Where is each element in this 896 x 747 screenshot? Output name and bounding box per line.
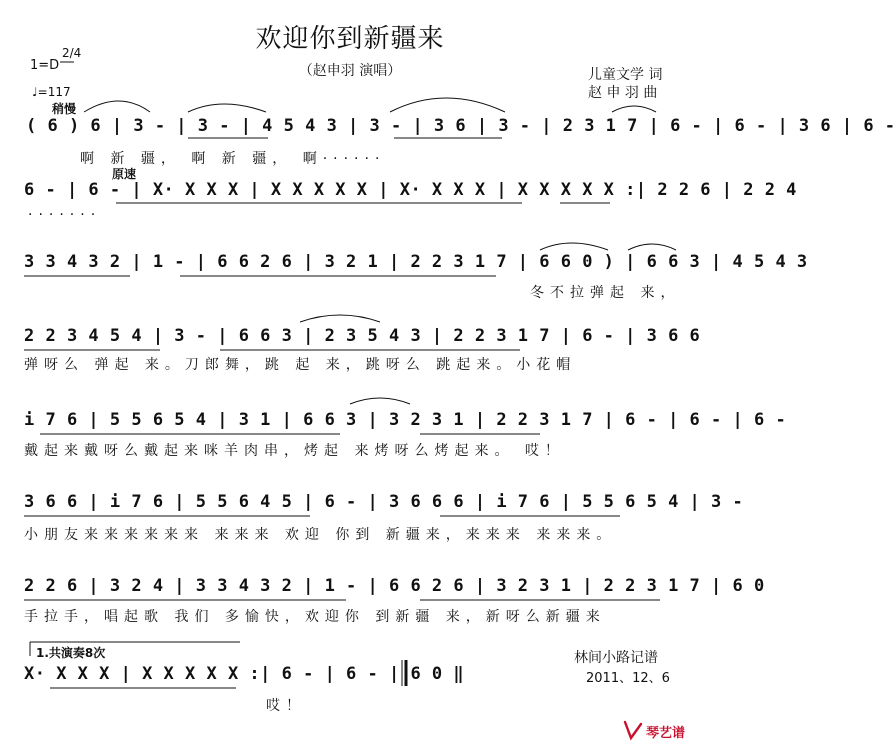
- lyrics-line-4: 弹呀么 弹起 来。刀郎舞，跳 起 来，跳呀么 跳起来。小花帽: [24, 357, 577, 373]
- slow-marking: 稍慢: [52, 102, 77, 116]
- score-line-2: 6 - | 6 - | X· X X X | X X X X X | X· X X X | X X X X X :| 2 2 6 | 2 2 4: [24, 180, 797, 200]
- composer-credit: 赵 申 羽 曲: [588, 85, 658, 101]
- lyrics-line-7: 手拉手，唱起歌 我们 多愉快，欢迎你 到新疆 来，新呀么新疆来: [24, 609, 606, 625]
- transcriber-credit: 林间小路记谱: [574, 650, 658, 666]
- site-logo: [622, 719, 694, 741]
- score-line-3: 3 3 4 3 2 | 1 - | 6 6 2 6 | 3 2 1 | 2 2 3 1 7 | 6 6 0 ) | 6 6 3 | 4 5 4 3: [24, 252, 808, 272]
- lyrics-line-8: 哎！: [266, 698, 306, 714]
- song-title: 欢迎你到新疆来: [255, 24, 445, 54]
- time-signature: 2/4: [62, 46, 82, 60]
- score-line-8: X· X X X | X X X X X :| 6 - | 6 - | 6 0 ‖: [24, 664, 465, 684]
- transcription-date: 2011、12、6: [586, 671, 670, 686]
- score-line-6: 3 6 6 | i 7 6 | 5 5 6 4 5 | 6 - | 3 6 6 6 | i 7 6 | 5 5 6 5 4 | 3 -: [24, 492, 744, 512]
- logo-mark-icon: [622, 719, 644, 741]
- tempo-marking: ♩=117: [32, 85, 71, 99]
- score-line-5: i 7 6 | 5 5 6 5 4 | 3 1 | 6 6 3 | 3 2 3 1 | 2 2 3 1 7 | 6 - | 6 - | 6 -: [24, 410, 787, 430]
- lyricist-credit: 儿童文学 词: [588, 67, 663, 83]
- score-line-4: 2 2 3 4 5 4 | 3 - | 6 6 3 | 2 3 5 4 3 | 2 2 3 1 7 | 6 - | 3 6 6: [24, 326, 701, 346]
- repeat-marking: 1.共演奏8次: [36, 646, 106, 660]
- score-line-1: ( 6 ) 6 | 3 - | 3 - | 4 5 4 3 | 3 - | 3 6 | 3 - | 2 3 1 7 | 6 - | 6 - | 3 6 | 6 -: [26, 116, 896, 136]
- lyrics-line-3: 冬不拉弹起 来，: [530, 285, 681, 301]
- score-line-7: 2 2 6 | 3 2 4 | 3 3 4 3 2 | 1 - | 6 6 2 6 | 3 2 3 1 | 2 2 3 1 7 | 6 0: [24, 576, 765, 596]
- logo-wordmark: 琴艺谱: [646, 726, 686, 741]
- performer-credit: （赵申羽 演唱）: [298, 63, 402, 79]
- lyrics-line-6: 小朋友来来来来来来 来来来 欢迎 你到 新疆来，来来来 来来来。: [24, 527, 617, 543]
- lyrics-line-5: 戴起来戴呀么戴起来咪羊肉串，烤起 来烤呀么烤起来。 哎！: [24, 443, 565, 459]
- lyrics-line-1: 啊 新 疆， 啊 新 疆， 啊······: [80, 151, 386, 167]
- lyrics-line-2: ·······: [28, 207, 102, 223]
- key-signature: 1=D: [30, 58, 60, 73]
- original-tempo-marking: 原速: [112, 167, 137, 181]
